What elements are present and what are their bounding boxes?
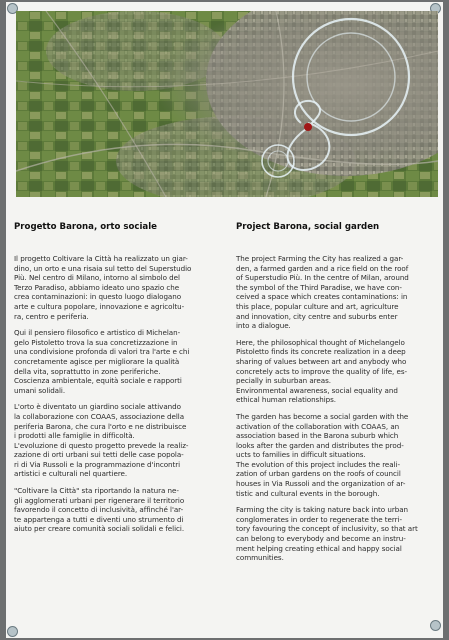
english-paragraph: Here, the philosophical thought of Michelangelo Pistoletto finds its concrete realization in a deep sharing of values between art and anybody who concretely acts to improve the quality of life, es- pecially in suburban areas. Environmental awareness, social equality and ethical human relationships. <box>236 337 408 405</box>
screw-icon <box>7 626 18 637</box>
italian-paragraph: L'orto è diventato un giardino sociale attivando la collaborazione con COAAS, associazione della periferia Barona, che cura l'orto e ne distribuisce i prodotti alle famiglie in difficoltà. L'evoluzione di questo progetto prevede la realiz- zazione di orti urbani sui tetti delle case popola- ri di Via Russoli e la programmazione d'incontri artistici e culturali nel quartiere. <box>14 402 189 479</box>
italian-paragraph: "Coltivare la Città" sta riportando la natura ne- gli agglomerati urbani per rigenerare il territorio favorendo il concetto di inclusività, affinché l'ar- te appartenga a tutti e diventi uno strumento di aiuto per creare comunità sociali solidali e felici. <box>14 486 185 534</box>
location-marker <box>304 123 312 131</box>
italian-column <box>14 222 214 541</box>
english-paragraph: The project Farming the City has realized a gar- den, a farmed garden and a rice field on the roof of Superstudio Più. In the centre of Milan, around the symbol of the Third Paradise, we have con- ceived a space which creates contaminations: in this place, popular culture and art, agriculture and innovation, city centre and suburbs enter into a dialogue. <box>236 254 409 331</box>
italian-paragraph: Qui il pensiero filosofico e artistico di Michelan- gelo Pistoletto trova la sua concretizzazione in una condivisione profonda di valori tra l'arte e chi concretamente agisce per migliorare la qualità della vita, soprattutto in zone periferiche. Coscienza ambientale, equità sociale e rapporti umani solidali. <box>14 328 190 395</box>
english-title: Project Barona, social garden <box>236 222 380 232</box>
satellite-map <box>16 11 438 197</box>
satellite-map-image <box>16 11 438 197</box>
italian-paragraph: Il progetto Coltivare la Città ha realizzato un giar- dino, un orto e una risaia sul tetto del Superstudio Più. Nel centro di Milano, intorno al simbolo del Terzo Paradiso, abbiamo ideato uno spazio che crea contaminazioni: in questo luogo dialogano arte e cultura popolare, innovazione e agricoltu- ra, centro e periferia. <box>14 254 192 321</box>
english-paragraph: The garden has become a social garden with the activation of the collaboration with COAAS, an association based in the Barona suburb which looks after the garden and distributes the prod- ucts to families in difficult situations. The evolution of this project includes the reali- zation of urban gardens on the roofs of council houses in Via Russoli and the organization of ar- tistic and cultural events in the borough. <box>236 411 409 498</box>
screw-icon <box>430 620 441 631</box>
english-column <box>236 222 436 570</box>
italian-title: Progetto Barona, orto sociale <box>14 222 157 232</box>
english-paragraph: Farming the city is taking nature back into urban conglomerates in order to regenerate the terri- tory favouring the concept of inclusivity, so that art can belong to everybody and become an instru- ment helping creating ethical and happy social communities. <box>236 505 418 563</box>
